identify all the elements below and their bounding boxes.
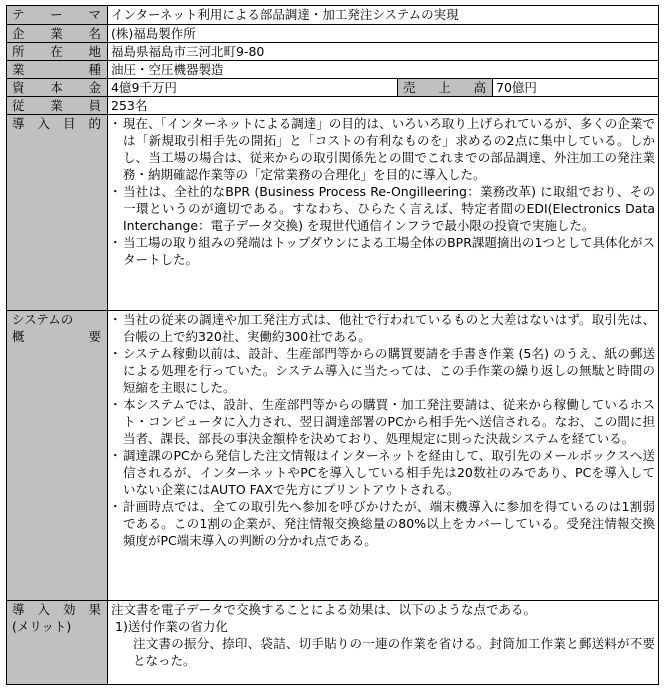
company-value: (株)福島製作所 <box>108 25 659 43</box>
row-effect <box>7 601 659 685</box>
row-capital-sales <box>7 79 659 97</box>
list-item: ・ 当社は、全社的なBPR (Business Process Re-Ongilleering：業務改革) に取組でおり、その一環というのが適切である。すなわち、ひらたく言えば、特定者間のEDI(Electronics Data Interchange：電子データ交換) を現世代通信インフラで最小限の投資で実施した。 <box>111 183 655 234</box>
purpose-list <box>111 115 655 268</box>
effect-detail: 注文書の振分、捺印、袋詰、切手貼りの一連の作業を省ける。封筒加工作業と郵送料が不要となった。 <box>133 636 656 668</box>
effect-label <box>7 601 108 685</box>
employees-value: 253名 <box>108 97 659 115</box>
sales-label: 売上高 <box>398 79 493 97</box>
sales-value: 70億円 <box>493 79 659 97</box>
address-label: 所在地 <box>7 43 108 61</box>
row-employees <box>7 97 659 115</box>
info-table <box>6 5 659 685</box>
capital-label: 資本金 <box>7 79 108 97</box>
purpose-content <box>108 115 659 311</box>
system-label-line1: システムの <box>12 312 74 327</box>
system-content <box>108 311 659 601</box>
capital-value: 4億9千万円 <box>108 79 398 97</box>
row-industry <box>7 61 659 79</box>
info-sheet <box>6 5 658 687</box>
list-item: ・ 現在、「インターネットによる調達」の目的は、いろいろ取り上げられているが、多くの企業では「新規取引相手先の開拓」と「コストの有利なものを」求めるの2点に集中している。しかし、当工場の場合は、従来からの取引関係先との間でこれまでの部品調達、外注加工の発注業務・納期確認作業等の「定常業務の合理化」を目的に導入した。 <box>111 115 655 183</box>
effect-label-line2: (メリット) <box>12 619 72 634</box>
theme-label: テーマ <box>7 6 108 25</box>
effect-label-line1: 導入効果 <box>12 602 101 617</box>
system-list <box>111 311 655 549</box>
address-value: 福島県福島市三河北町9-80 <box>108 43 659 61</box>
purpose-label: 導入目的 <box>7 115 108 311</box>
list-item: ・ 調達課のPCから発信した注文情報はインターネットを経由して、取引先のメールボックスへ送信されるが、インターネットやPCを導入している相手先は20数社のみであり、PCを導入していない企業にはAUTO FAXで先方にプリントアウトされる。 <box>111 447 655 498</box>
employees-label: 従業員 <box>7 97 108 115</box>
theme-value: インターネット利用による部品調達・加工発注システムの実現 <box>108 6 659 25</box>
system-label <box>7 311 108 601</box>
row-address <box>7 43 659 61</box>
list-item: ・ システム稼動以前は、設計、生産部門等からの購買要請を手書き作業 (5名) のうえ、紙の郵送による処理を行っていた。システム導入に当たっては、この手作業の繰り返しの無駄と時間の短縮を主眼にした。 <box>111 345 655 396</box>
row-purpose <box>7 115 659 311</box>
effect-subtitle: 1)送付作業の省力化 <box>115 619 228 634</box>
list-item: ・ 本システムでは、設計、生産部門等からの購買・加工発注要請は、従来から稼働しているホスト・コンピュータに入力され、翌日調達部署のPCから相手先へ送信される。なお、この間に担当者、課長、部長の事決金額枠を決めており、処理規定に則った決裁システムを経ている。 <box>111 396 655 447</box>
industry-label: 業種 <box>7 61 108 79</box>
industry-value: 油圧・空圧機器製造 <box>108 61 659 79</box>
effect-intro: 注文書を電子データで交換することによる効果は、以下のような点である。 <box>111 602 537 617</box>
list-item: ・ 当工場の取り組みの発端はトップダウンによる工場全体のBPR課題摘出の1つとして具体化がスタートした。 <box>111 234 655 268</box>
company-label: 企業名 <box>7 25 108 43</box>
system-label-line2: 概要 <box>12 329 101 344</box>
list-item: ・ 計画時点では、全ての取引先へ参加を呼びかけたが、端末機導入に参加を得ているのは1割弱である。この1割の企業が、発注情報交換総量の80%以上をカバーしている。受発注情報交換頻度がPC端末導入の判断の分かれ点である。 <box>111 498 655 549</box>
list-item: ・ 当社の従来の調達や加工発注方式は、他社で行われているものと大差はないはず。取引先は、台帳の上で約320社、実働約300社である。 <box>111 311 655 345</box>
effect-content <box>108 601 659 685</box>
row-system <box>7 311 659 601</box>
row-company <box>7 25 659 43</box>
row-theme <box>7 6 659 25</box>
